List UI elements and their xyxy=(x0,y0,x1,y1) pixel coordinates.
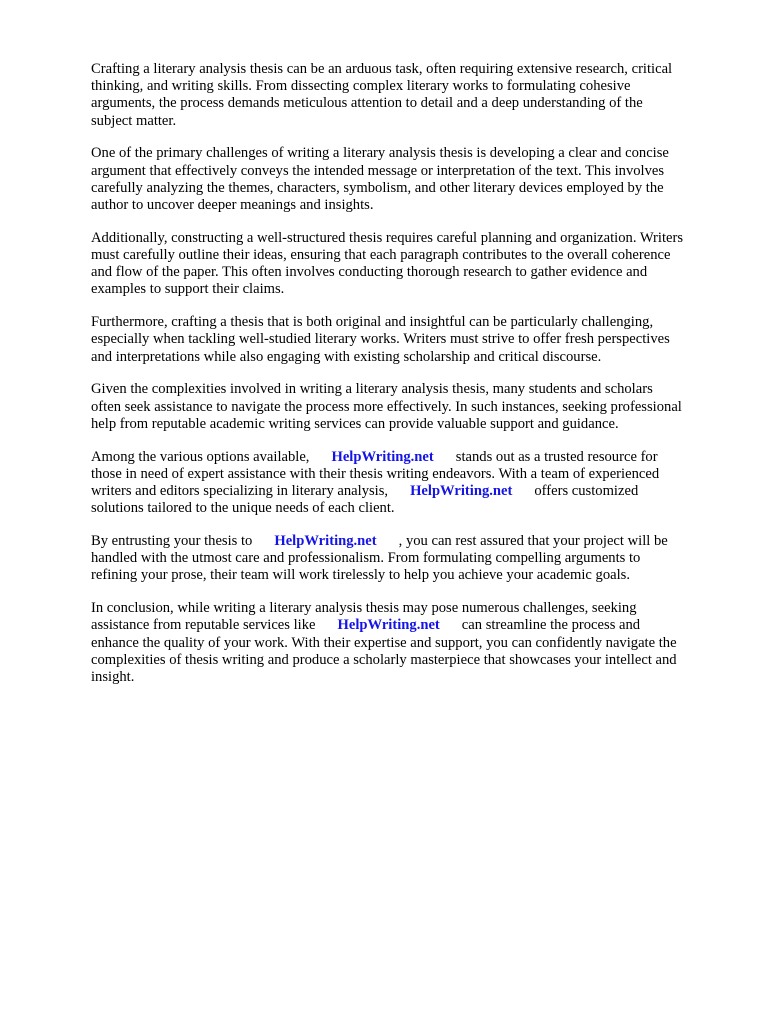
text-line: complexities of thesis writing and produce a scholarly masterpiece that showcases your intellect and xyxy=(91,651,677,668)
text-line xyxy=(91,617,731,634)
text-line: help from reputable academic writing services can provide valuable support and guidance. xyxy=(91,415,619,432)
helpwriting-link[interactable]: HelpWriting.net xyxy=(274,533,377,550)
text-line: arguments, the process demands meticulous attention to detail and a deep understanding of the xyxy=(91,95,643,112)
text-segment: stands out as a trusted resource for xyxy=(455,448,658,465)
text-line: and flow of the paper. This often involves conducting thorough research to gather evidence and xyxy=(91,264,648,281)
text-line xyxy=(91,483,731,500)
text-line: author to uncover deeper meanings and insights. xyxy=(91,197,374,214)
paragraph-assistance xyxy=(91,381,731,433)
text-line: solutions tailored to the unique needs of each client. xyxy=(91,500,395,517)
paragraph-intro xyxy=(91,61,731,130)
text-line: those in need of expert assistance with their thesis writing endeavors. With a team of experienced xyxy=(91,465,660,482)
text-line: Furthermore, crafting a thesis that is both original and insightful can be particularly challenging, xyxy=(91,314,654,331)
helpwriting-link[interactable]: HelpWriting.net xyxy=(331,448,434,465)
text-line: enhance the quality of your work. With their expertise and support, you can confidently navigate the xyxy=(91,634,677,651)
text-line: examples to support their claims. xyxy=(91,281,285,298)
text-line: Additionally, constructing a well-structured thesis requires careful planning and organization. Writers xyxy=(91,229,684,246)
text-segment: writers and editors specializing in literary analysis, xyxy=(91,483,389,500)
text-line: subject matter. xyxy=(91,112,177,129)
text-line: carefully analyzing the themes, characters, symbolism, and other literary devices employed by the xyxy=(91,179,664,196)
text-segment: assistance from reputable services like xyxy=(91,617,316,634)
text-segment: By entrusting your thesis to xyxy=(91,533,253,550)
text-line: often seek assistance to navigate the process more effectively. In such instances, seeking professional xyxy=(91,398,682,415)
paragraph-options xyxy=(91,449,731,518)
text-segment: , you can rest assured that your project will be xyxy=(398,533,668,550)
text-line: must carefully outline their ideas, ensuring that each paragraph contributes to the overall coherence xyxy=(91,247,671,264)
paragraph-entrusting xyxy=(91,533,731,585)
paragraph-structure xyxy=(91,230,731,299)
text-segment: offers customized xyxy=(534,483,639,500)
text-line: In conclusion, while writing a literary analysis thesis may pose numerous challenges, seeking xyxy=(91,600,637,617)
document-body xyxy=(91,61,731,702)
text-line: argument that effectively conveys the intended message or interpretation of the text. This involves xyxy=(91,162,665,179)
text-line xyxy=(91,533,731,550)
text-line: refining your prose, their team will work tirelessly to help you achieve your academic goals. xyxy=(91,567,630,584)
paragraph-conclusion xyxy=(91,600,731,686)
helpwriting-link[interactable]: HelpWriting.net xyxy=(410,483,513,500)
text-line: especially when tackling well-studied literary works. Writers must strive to offer fresh perspectives xyxy=(91,331,670,348)
text-line: and interpretations while also engaging with existing scholarship and critical discourse. xyxy=(91,348,602,365)
text-line: handled with the utmost care and professionalism. From formulating compelling arguments to xyxy=(91,550,641,567)
text-line: One of the primary challenges of writing a literary analysis thesis is developing a clear and concise xyxy=(91,145,669,162)
text-line: Crafting a literary analysis thesis can be an arduous task, often requiring extensive research, critical xyxy=(91,61,673,77)
text-line: Given the complexities involved in writing a literary analysis thesis, many students and scholars xyxy=(91,381,653,398)
text-line: insight. xyxy=(91,669,135,686)
text-line xyxy=(91,449,731,466)
text-segment: can streamline the process and xyxy=(461,617,641,634)
paragraph-challenges xyxy=(91,145,731,214)
text-line: thinking, and writing skills. From dissecting complex literary works to formulating cohesive xyxy=(91,78,631,95)
paragraph-originality xyxy=(91,314,731,366)
helpwriting-link[interactable]: HelpWriting.net xyxy=(337,617,440,634)
text-segment: Among the various options available, xyxy=(91,448,310,465)
